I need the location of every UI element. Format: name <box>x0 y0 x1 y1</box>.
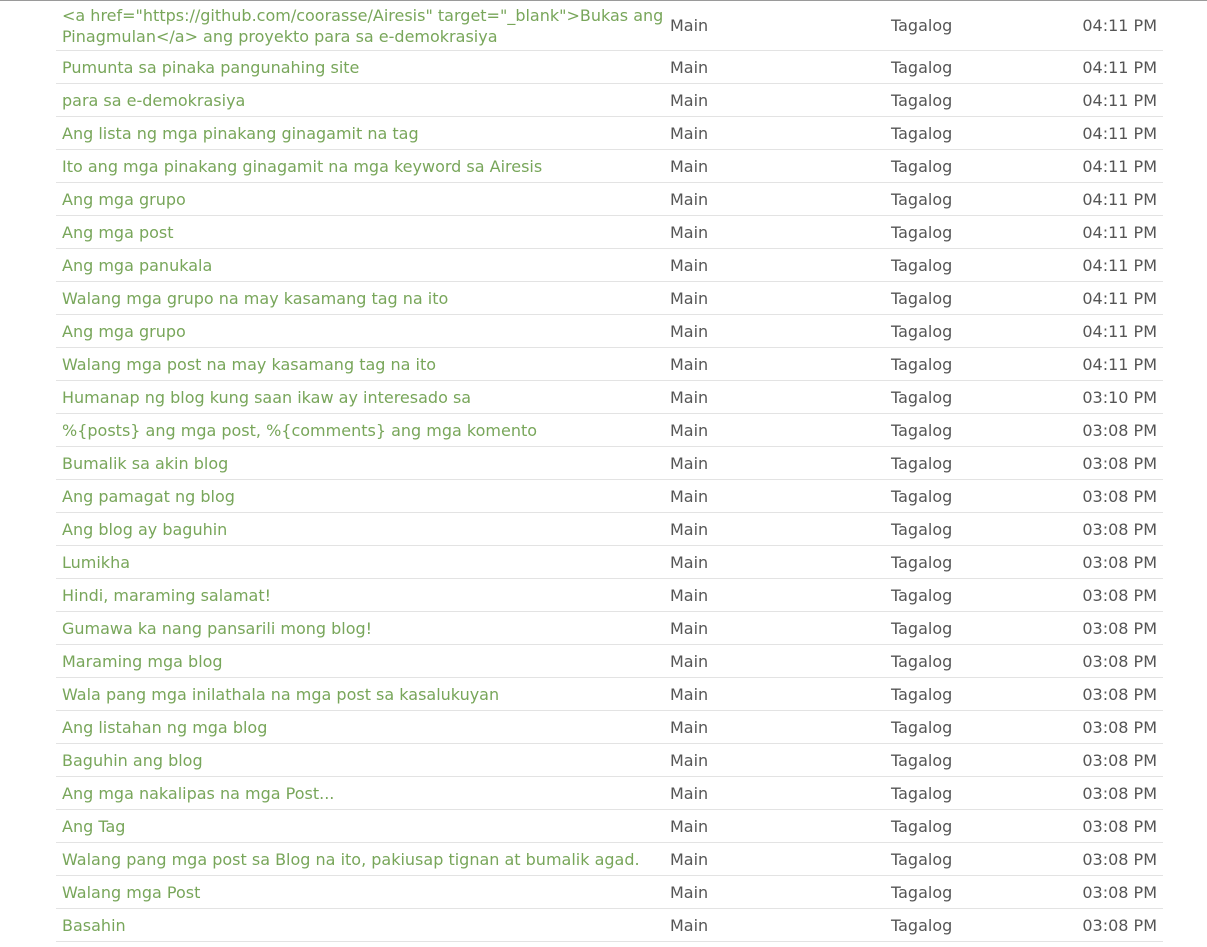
table-row <box>56 810 1163 843</box>
translation-language-cell: Tagalog <box>891 57 953 77</box>
translation-type-cell: Main <box>670 16 709 35</box>
translation-language-cell: Tagalog <box>891 156 953 176</box>
table-row <box>56 249 1163 282</box>
translation-time-cell: 04:11 PM <box>1082 16 1157 35</box>
translation-link[interactable]: Walang mga Post <box>62 882 201 902</box>
translation-language-cell: Tagalog <box>891 255 953 275</box>
translation-type-cell: Main <box>670 57 709 77</box>
translation-link[interactable]: Walang mga grupo na may kasamang tag na ito <box>62 288 449 308</box>
table-row <box>56 909 1163 942</box>
translation-time-cell: 03:08 PM <box>1082 486 1157 506</box>
translation-language-cell: Tagalog <box>891 387 953 407</box>
translation-text-cell <box>56 321 670 342</box>
translation-language-cell: Tagalog <box>891 915 953 935</box>
translation-time-cell: 03:08 PM <box>1082 717 1157 737</box>
translation-link[interactable]: Ang mga panukala <box>62 255 213 275</box>
translation-time-cell: 04:11 PM <box>1082 354 1157 374</box>
translation-text-cell <box>56 651 670 672</box>
translation-link[interactable]: Ang mga grupo <box>62 189 186 209</box>
table-row <box>56 744 1163 777</box>
translation-time-cell: 03:08 PM <box>1082 783 1157 803</box>
translation-type-cell: Main <box>670 486 709 506</box>
translation-text-cell <box>56 420 670 441</box>
translation-type-cell: Main <box>670 783 709 803</box>
translation-text-cell <box>56 189 670 210</box>
translation-text-cell <box>56 816 670 837</box>
translation-type-cell: Main <box>670 684 709 704</box>
translation-text-cell <box>56 585 670 606</box>
translation-type-cell: Main <box>670 453 709 473</box>
table-row <box>56 216 1163 249</box>
translation-text-cell <box>56 552 670 573</box>
translation-language-cell: Tagalog <box>891 189 953 209</box>
translation-link[interactable]: Walang pang mga post sa Blog na ito, pakiusap tignan at bumalik agad. <box>62 849 640 869</box>
translation-language-cell: Tagalog <box>891 618 953 638</box>
translation-language-cell: Tagalog <box>891 816 953 836</box>
translation-language-cell: Tagalog <box>891 123 953 143</box>
translation-time-cell: 04:11 PM <box>1082 255 1157 275</box>
translation-link[interactable]: Wala pang mga inilathala na mga post sa kasalukuyan <box>62 684 500 704</box>
translation-text-cell <box>56 123 670 144</box>
table-row <box>56 51 1163 84</box>
translations-table <box>56 1 1163 942</box>
translation-link[interactable]: Ang blog ay baguhin <box>62 519 228 539</box>
translation-language-cell: Tagalog <box>891 684 953 704</box>
translation-time-cell: 03:08 PM <box>1082 519 1157 539</box>
translation-link[interactable]: %{posts} ang mga post, %{comments} ang mga komento <box>62 420 538 440</box>
translation-text-cell <box>56 5 670 47</box>
table-row <box>56 282 1163 315</box>
translation-text-cell <box>56 915 670 936</box>
translation-link[interactable]: Humanap ng blog kung saan ikaw ay interesado sa <box>62 387 472 407</box>
translation-type-cell: Main <box>670 354 709 374</box>
translation-text-cell <box>56 57 670 78</box>
translation-type-cell: Main <box>670 651 709 671</box>
translation-text-cell <box>56 387 670 408</box>
table-row <box>56 546 1163 579</box>
translation-language-cell: Tagalog <box>891 486 953 506</box>
translation-time-cell: 03:08 PM <box>1082 420 1157 440</box>
translation-time-cell: 04:11 PM <box>1082 189 1157 209</box>
translation-type-cell: Main <box>670 519 709 539</box>
table-row <box>56 480 1163 513</box>
translation-language-cell: Tagalog <box>891 453 953 473</box>
translation-language-cell: Tagalog <box>891 717 953 737</box>
translation-type-cell: Main <box>670 387 709 407</box>
translation-link[interactable]: Hindi, maraming salamat! <box>62 585 272 605</box>
table-row <box>56 84 1163 117</box>
translation-time-cell: 04:11 PM <box>1082 123 1157 143</box>
translation-text-cell <box>56 90 670 111</box>
translation-link[interactable]: Ang mga post <box>62 222 174 242</box>
translation-type-cell: Main <box>670 552 709 572</box>
translation-text-cell <box>56 684 670 705</box>
table-row <box>56 843 1163 876</box>
translation-link[interactable]: Ang mga nakalipas na mga Post... <box>62 783 335 803</box>
translation-time-cell: 03:08 PM <box>1082 816 1157 836</box>
table-row <box>56 645 1163 678</box>
translation-time-cell: 04:11 PM <box>1082 90 1157 110</box>
translation-language-cell: Tagalog <box>891 585 953 605</box>
translation-text-cell <box>56 783 670 804</box>
translation-language-cell: Tagalog <box>891 16 953 35</box>
translation-time-cell: 03:08 PM <box>1082 684 1157 704</box>
translation-link[interactable]: Ang listahan ng mga blog <box>62 717 268 737</box>
translation-time-cell: 04:11 PM <box>1082 156 1157 176</box>
translation-time-cell: 03:08 PM <box>1082 750 1157 770</box>
translation-time-cell: 04:11 PM <box>1082 321 1157 341</box>
translation-type-cell: Main <box>670 618 709 638</box>
translation-link[interactable]: Ang pamagat ng blog <box>62 486 235 506</box>
translation-text-cell <box>56 882 670 903</box>
translation-time-cell: 03:08 PM <box>1082 453 1157 473</box>
translation-text-cell <box>56 288 670 309</box>
translation-type-cell: Main <box>670 849 709 869</box>
translation-language-cell: Tagalog <box>891 552 953 572</box>
table-row <box>56 315 1163 348</box>
translation-text-cell <box>56 156 670 177</box>
translation-type-cell: Main <box>670 189 709 209</box>
translation-time-cell: 03:08 PM <box>1082 849 1157 869</box>
table-row <box>56 513 1163 546</box>
translation-time-cell: 04:11 PM <box>1082 57 1157 77</box>
translation-type-cell: Main <box>670 123 709 143</box>
translation-link[interactable]: Maraming mga blog <box>62 651 223 671</box>
translation-link[interactable]: Bumalik sa akin blog <box>62 453 229 473</box>
translation-link[interactable]: Ang Tag <box>62 816 126 836</box>
table-row <box>56 150 1163 183</box>
table-row <box>56 678 1163 711</box>
translation-type-cell: Main <box>670 156 709 176</box>
translation-time-cell: 03:10 PM <box>1082 387 1157 407</box>
translation-text-cell <box>56 717 670 738</box>
translation-text-cell <box>56 255 670 276</box>
translation-link[interactable]: <a href="https://github.com/coorasse/Airesis" target="_blank">Bukas ang Pinagmulan</a> ang proyekto para sa e-demokrasiya <box>62 5 664 46</box>
translation-time-cell: 03:08 PM <box>1082 618 1157 638</box>
translation-link[interactable]: Pumunta sa pinaka pangunahing site <box>62 57 360 77</box>
translation-link[interactable]: Gumawa ka nang pansarili mong blog! <box>62 618 373 638</box>
translation-language-cell: Tagalog <box>891 849 953 869</box>
translation-language-cell: Tagalog <box>891 222 953 242</box>
translation-text-cell <box>56 750 670 771</box>
translation-text-cell <box>56 618 670 639</box>
table-row <box>56 1 1163 51</box>
translation-type-cell: Main <box>670 321 709 341</box>
translation-language-cell: Tagalog <box>891 882 953 902</box>
translation-language-cell: Tagalog <box>891 420 953 440</box>
translation-language-cell: Tagalog <box>891 354 953 374</box>
translation-time-cell: 03:08 PM <box>1082 915 1157 935</box>
translation-language-cell: Tagalog <box>891 750 953 770</box>
translation-language-cell: Tagalog <box>891 783 953 803</box>
translation-text-cell <box>56 453 670 474</box>
translation-time-cell: 04:11 PM <box>1082 288 1157 308</box>
translation-language-cell: Tagalog <box>891 321 953 341</box>
translation-text-cell <box>56 519 670 540</box>
translation-type-cell: Main <box>670 882 709 902</box>
translation-link[interactable]: Ito ang mga pinakang ginagamit na mga keyword sa Airesis <box>62 156 543 176</box>
translation-link[interactable]: Ang lista ng mga pinakang ginagamit na tag <box>62 123 419 143</box>
translation-type-cell: Main <box>670 816 709 836</box>
translation-text-cell <box>56 486 670 507</box>
translation-type-cell: Main <box>670 915 709 935</box>
translation-link[interactable]: Ang mga grupo <box>62 321 186 341</box>
translation-link[interactable]: Baguhin ang blog <box>62 750 203 770</box>
translation-type-cell: Main <box>670 222 709 242</box>
table-row <box>56 777 1163 810</box>
translation-link[interactable]: Walang mga post na may kasamang tag na ito <box>62 354 437 374</box>
translation-text-cell <box>56 849 670 870</box>
translation-type-cell: Main <box>670 750 709 770</box>
translation-language-cell: Tagalog <box>891 90 953 110</box>
translation-link[interactable]: para sa e-demokrasiya <box>62 90 246 110</box>
translation-time-cell: 03:08 PM <box>1082 585 1157 605</box>
table-row <box>56 579 1163 612</box>
table-row <box>56 117 1163 150</box>
translation-language-cell: Tagalog <box>891 519 953 539</box>
translation-language-cell: Tagalog <box>891 651 953 671</box>
translation-type-cell: Main <box>670 255 709 275</box>
translation-text-cell <box>56 354 670 375</box>
translation-text-cell <box>56 222 670 243</box>
translation-link[interactable]: Lumikha <box>62 552 131 572</box>
table-row <box>56 876 1163 909</box>
table-row <box>56 414 1163 447</box>
translation-time-cell: 03:08 PM <box>1082 552 1157 572</box>
translation-type-cell: Main <box>670 288 709 308</box>
translation-time-cell: 04:11 PM <box>1082 222 1157 242</box>
table-row <box>56 711 1163 744</box>
table-row <box>56 348 1163 381</box>
translation-language-cell: Tagalog <box>891 288 953 308</box>
translation-type-cell: Main <box>670 420 709 440</box>
table-row <box>56 447 1163 480</box>
translation-link[interactable]: Basahin <box>62 915 126 935</box>
table-row <box>56 381 1163 414</box>
table-row <box>56 183 1163 216</box>
translation-time-cell: 03:08 PM <box>1082 651 1157 671</box>
table-row <box>56 612 1163 645</box>
translation-time-cell: 03:08 PM <box>1082 882 1157 902</box>
translation-type-cell: Main <box>670 717 709 737</box>
translation-type-cell: Main <box>670 90 709 110</box>
translation-type-cell: Main <box>670 585 709 605</box>
